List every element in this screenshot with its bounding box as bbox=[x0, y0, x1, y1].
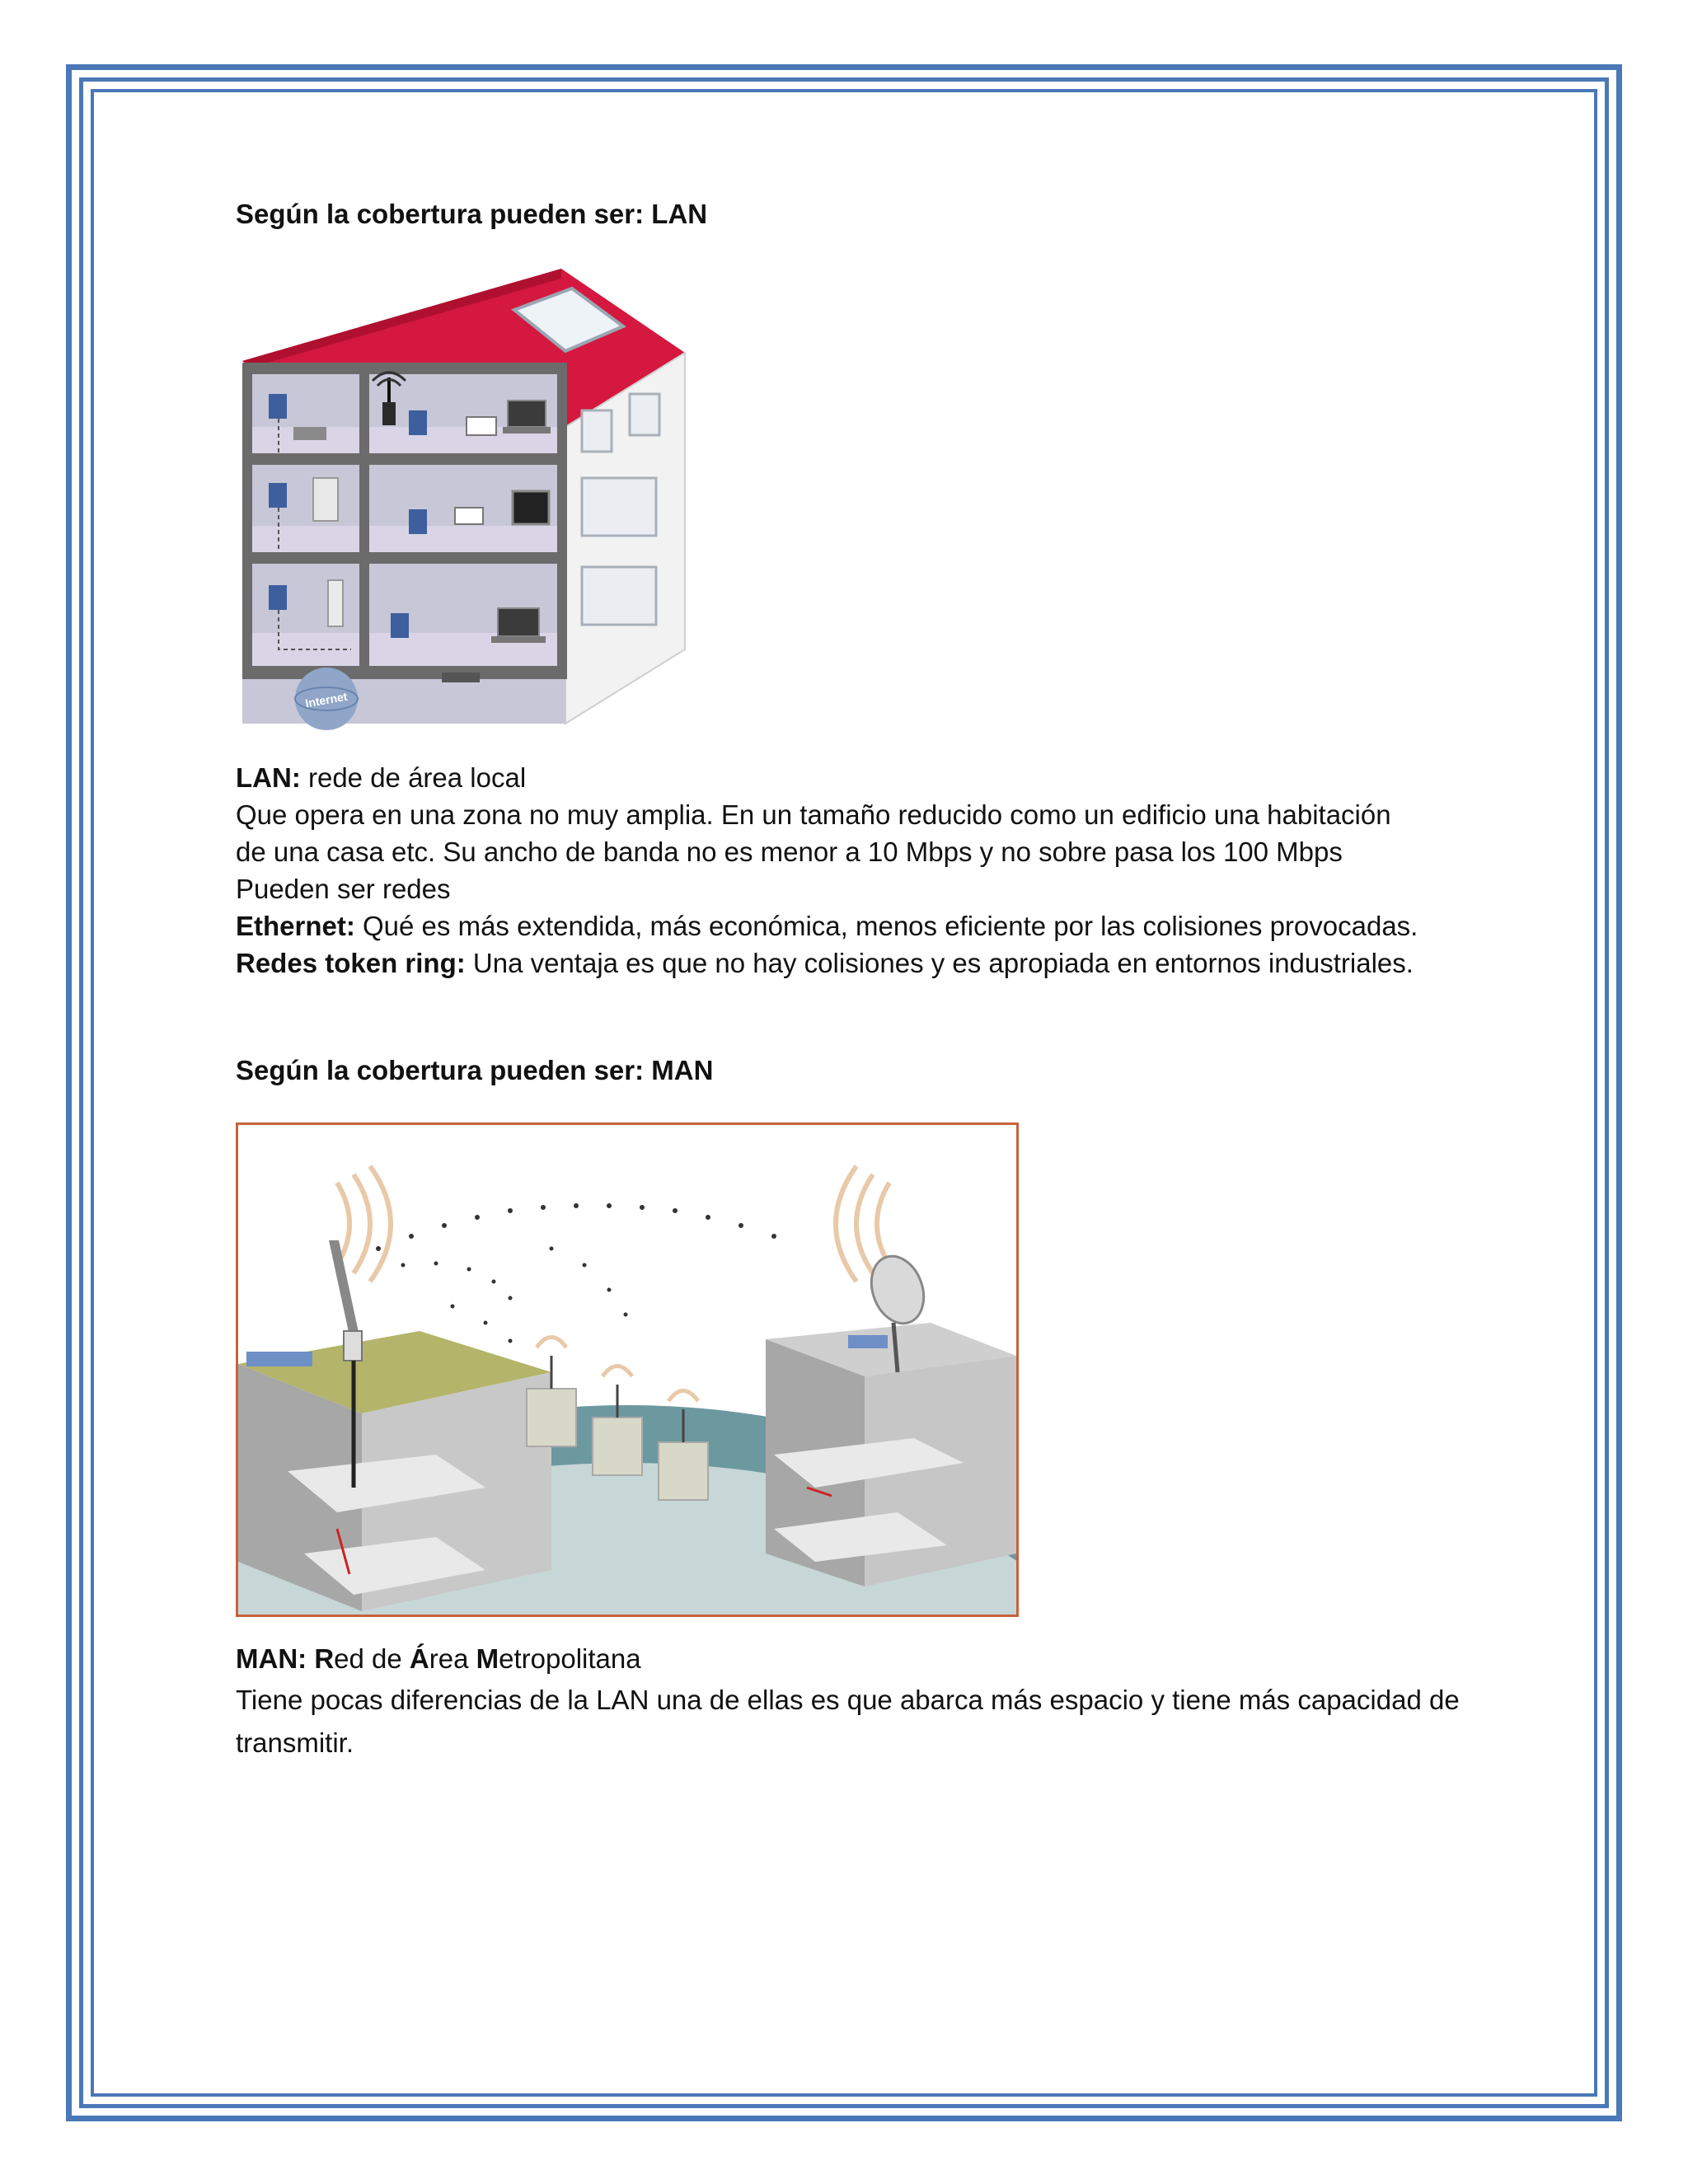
man-word-metropolitana: etropolitana bbox=[499, 1643, 641, 1674]
man-word-red: ed de bbox=[334, 1643, 410, 1674]
svg-text:Internet: Internet bbox=[304, 689, 349, 710]
man-initial-r: R bbox=[314, 1643, 335, 1674]
man-heading: Según la cobertura pueden ser: MAN bbox=[236, 1055, 714, 1085]
ethernet-line bbox=[236, 907, 1418, 944]
lan-heading: Según la cobertura pueden ser: LAN bbox=[236, 199, 708, 229]
man-paragraph-line-2: transmitir. bbox=[236, 1727, 354, 1758]
lan-paragraph-line-2: de una casa etc. Su ancho de banda no es menor a 10 Mbps y no sobre pasa los 100 Mbps bbox=[236, 837, 1343, 867]
man-paragraph-line-1: Tiene pocas diferencias de la LAN una de ellas es que abarca más espacio y tiene más capacidad de bbox=[236, 1685, 1460, 1715]
lan-paragraph-line-3: Pueden ser redes bbox=[236, 874, 451, 904]
lan-definition bbox=[236, 759, 526, 796]
token-ring-label: Redes token ring: bbox=[236, 948, 466, 978]
man-initial-a: Á bbox=[409, 1643, 429, 1674]
lan-definition-label: LAN: bbox=[236, 762, 301, 793]
man-network-image bbox=[236, 1122, 1019, 1617]
man-initial-m: M bbox=[476, 1643, 499, 1674]
man-word-area: rea bbox=[429, 1643, 476, 1674]
ethernet-label: Ethernet: bbox=[236, 911, 355, 941]
lan-definition-text: rede de área local bbox=[300, 762, 527, 793]
man-definition-label: MAN: bbox=[236, 1643, 315, 1674]
man-definition bbox=[236, 1640, 641, 1677]
lan-paragraph-line-1: Que opera en una zona no muy amplia. En un tamaño reducido como un edificio una habitación bbox=[236, 799, 1391, 830]
lan-house-image bbox=[236, 262, 697, 732]
token-ring-text: Una ventaja es que no hay colisiones y es apropiada en entornos industriales. bbox=[465, 948, 1414, 978]
ethernet-text: Qué es más extendida, más económica, menos eficiente por las colisiones provocadas. bbox=[354, 911, 1418, 941]
token-ring-line bbox=[236, 944, 1414, 982]
